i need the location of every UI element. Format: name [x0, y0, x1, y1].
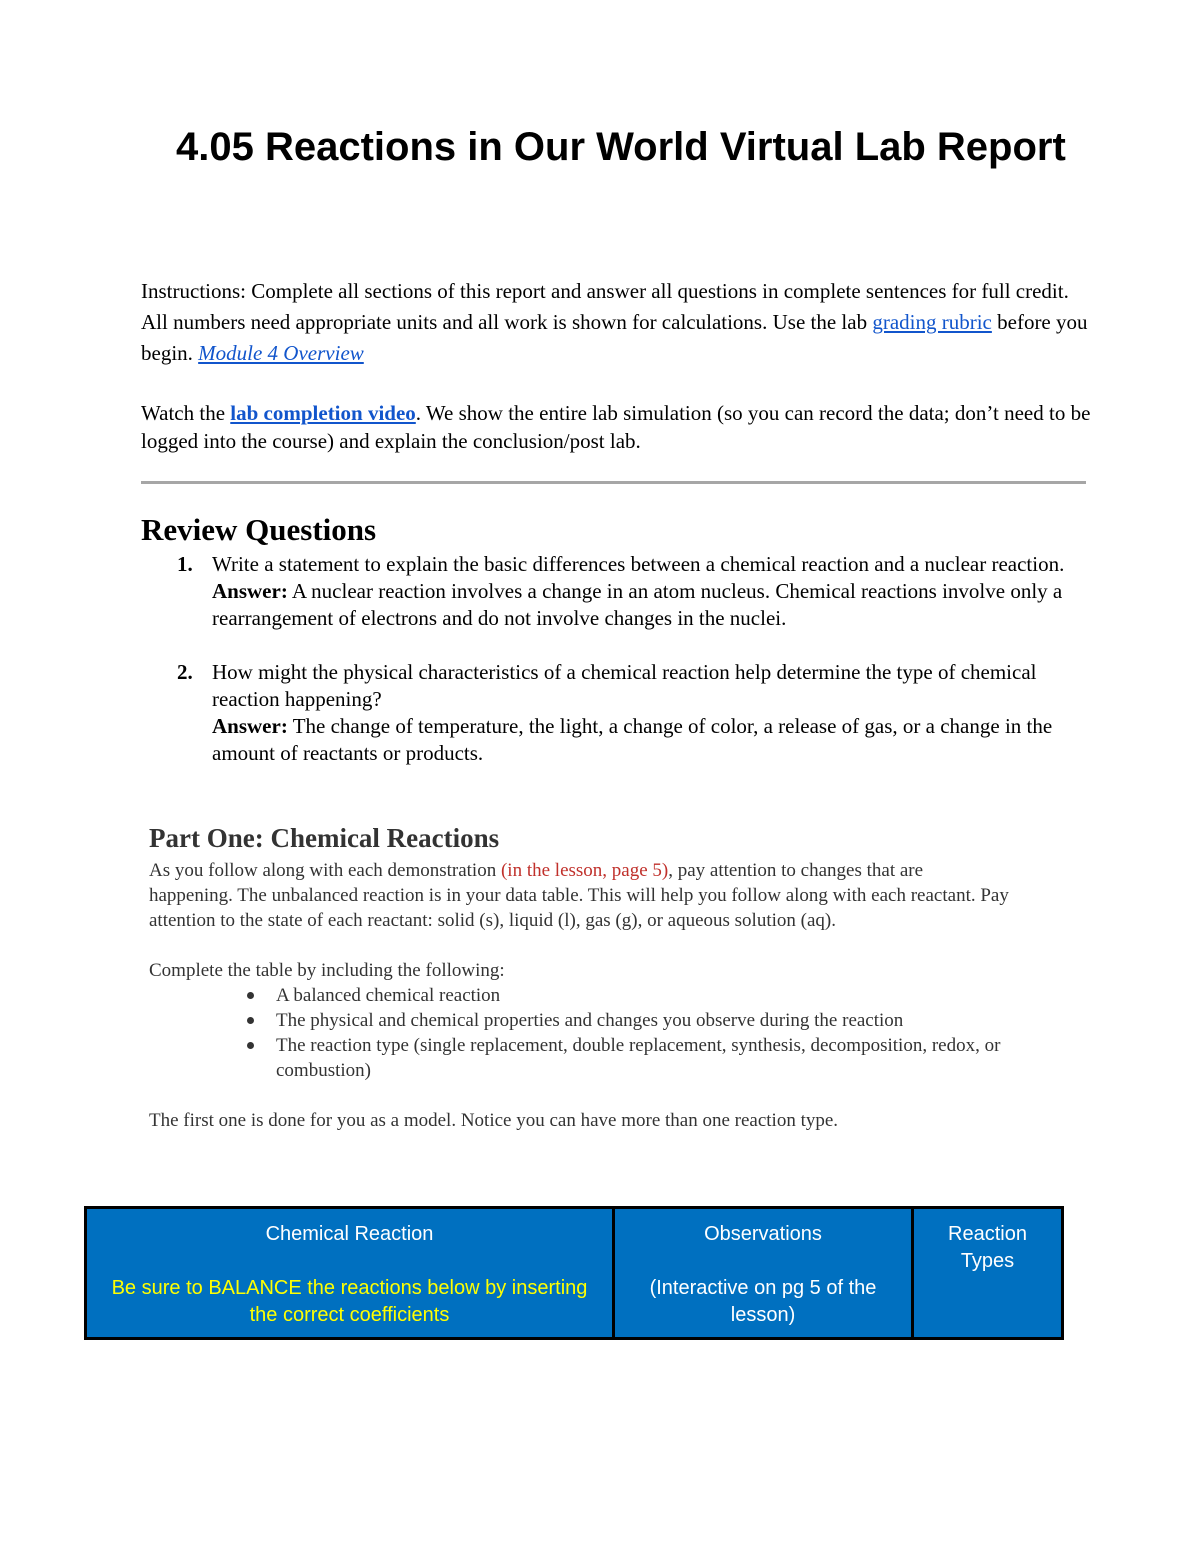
review-question	[141, 551, 1091, 632]
answer-label: Answer:	[212, 714, 288, 738]
complete-table-text: Complete the table by including the following:	[149, 960, 505, 981]
question-text: How might the physical characteristics of a chemical reaction help determine the type of chemical reaction happening?	[212, 660, 1037, 711]
answer-text: The change of temperature, the light, a change of color, a release of gas, or a change in the amount of reactants or products.	[212, 714, 1053, 765]
interactive-note: (Interactive on pg 5 of the lesson)	[649, 1277, 877, 1326]
table-header-row	[86, 1208, 1063, 1339]
question-text: Write a statement to explain the basic differences between a chemical reaction and a nuclear reaction.	[212, 552, 1065, 576]
part-one-intro: As you follow along with each demonstration (in the lesson, page 5), pay attention to changes that are happening. The unbalanced reaction is in your data table. This will help you follow along with each reactant. Pay attention to the state of each reactant: solid (s), liquid (l), gas (g), or aqueous solution (aq).	[149, 860, 1009, 931]
part-one-section	[149, 820, 1009, 1133]
question-number: 1.	[177, 552, 193, 576]
question-number: 2.	[177, 660, 193, 684]
lesson-page-reference: (in the lesson, page 5)	[500, 860, 669, 881]
module-overview-link[interactable]: Module 4 Overview	[198, 341, 364, 365]
model-note: The first one is done for you as a model. Notice you can have more than one reaction type.	[149, 1110, 839, 1131]
section-divider	[141, 481, 1086, 484]
list-item: The physical and chemical properties and changes you observe during the reaction	[276, 1008, 1009, 1033]
answer-label: Answer:	[212, 579, 288, 603]
review-questions-list	[141, 551, 1091, 767]
answer-text: A nuclear reaction involves a change in an atom nucleus. Chemical reactions involve only a rearrangement of electrons and do not involve changes in the nuclei.	[212, 579, 1063, 630]
review-question	[141, 659, 1091, 767]
reaction-data-table	[84, 1206, 1064, 1340]
review-questions-heading: Review Questions	[141, 512, 377, 547]
observations-header: Observations (Interactive on pg 5 of the lesson)	[614, 1208, 913, 1339]
chemical-reaction-header: Chemical Reaction Be sure to BALANCE the reactions below by inserting the correct coefficients	[86, 1208, 614, 1339]
balance-note: Be sure to BALANCE the reactions below by inserting the correct coefficients	[111, 1277, 588, 1326]
watch-video-paragraph: Watch the lab completion video. We show the entire lab simulation (so you can record the data; don’t need to be logged into the course) and explain the conclusion/post lab.	[141, 401, 1091, 453]
list-item: The reaction type (single replacement, double replacement, synthesis, decomposition, redox, or combustion)	[276, 1033, 1009, 1083]
instructions: Instructions: Complete all sections of this report and answer all questions in complete sentences for full credit. All numbers need appropriate units and all work is shown for calculations. Use the lab grading rubric before you begin. Module 4 Overview	[141, 279, 1088, 365]
requirements-list	[149, 983, 1009, 1083]
page-title: 4.05 Reactions in Our World Virtual Lab Report	[176, 125, 1066, 169]
reaction-types-header: Reaction Types	[913, 1208, 1063, 1339]
grading-rubric-link[interactable]: grading rubric	[872, 310, 992, 334]
list-item: A balanced chemical reaction	[276, 983, 1009, 1008]
part-one-heading: Part One: Chemical Reactions	[149, 823, 500, 853]
lab-completion-video-link[interactable]: lab completion video	[230, 401, 416, 425]
